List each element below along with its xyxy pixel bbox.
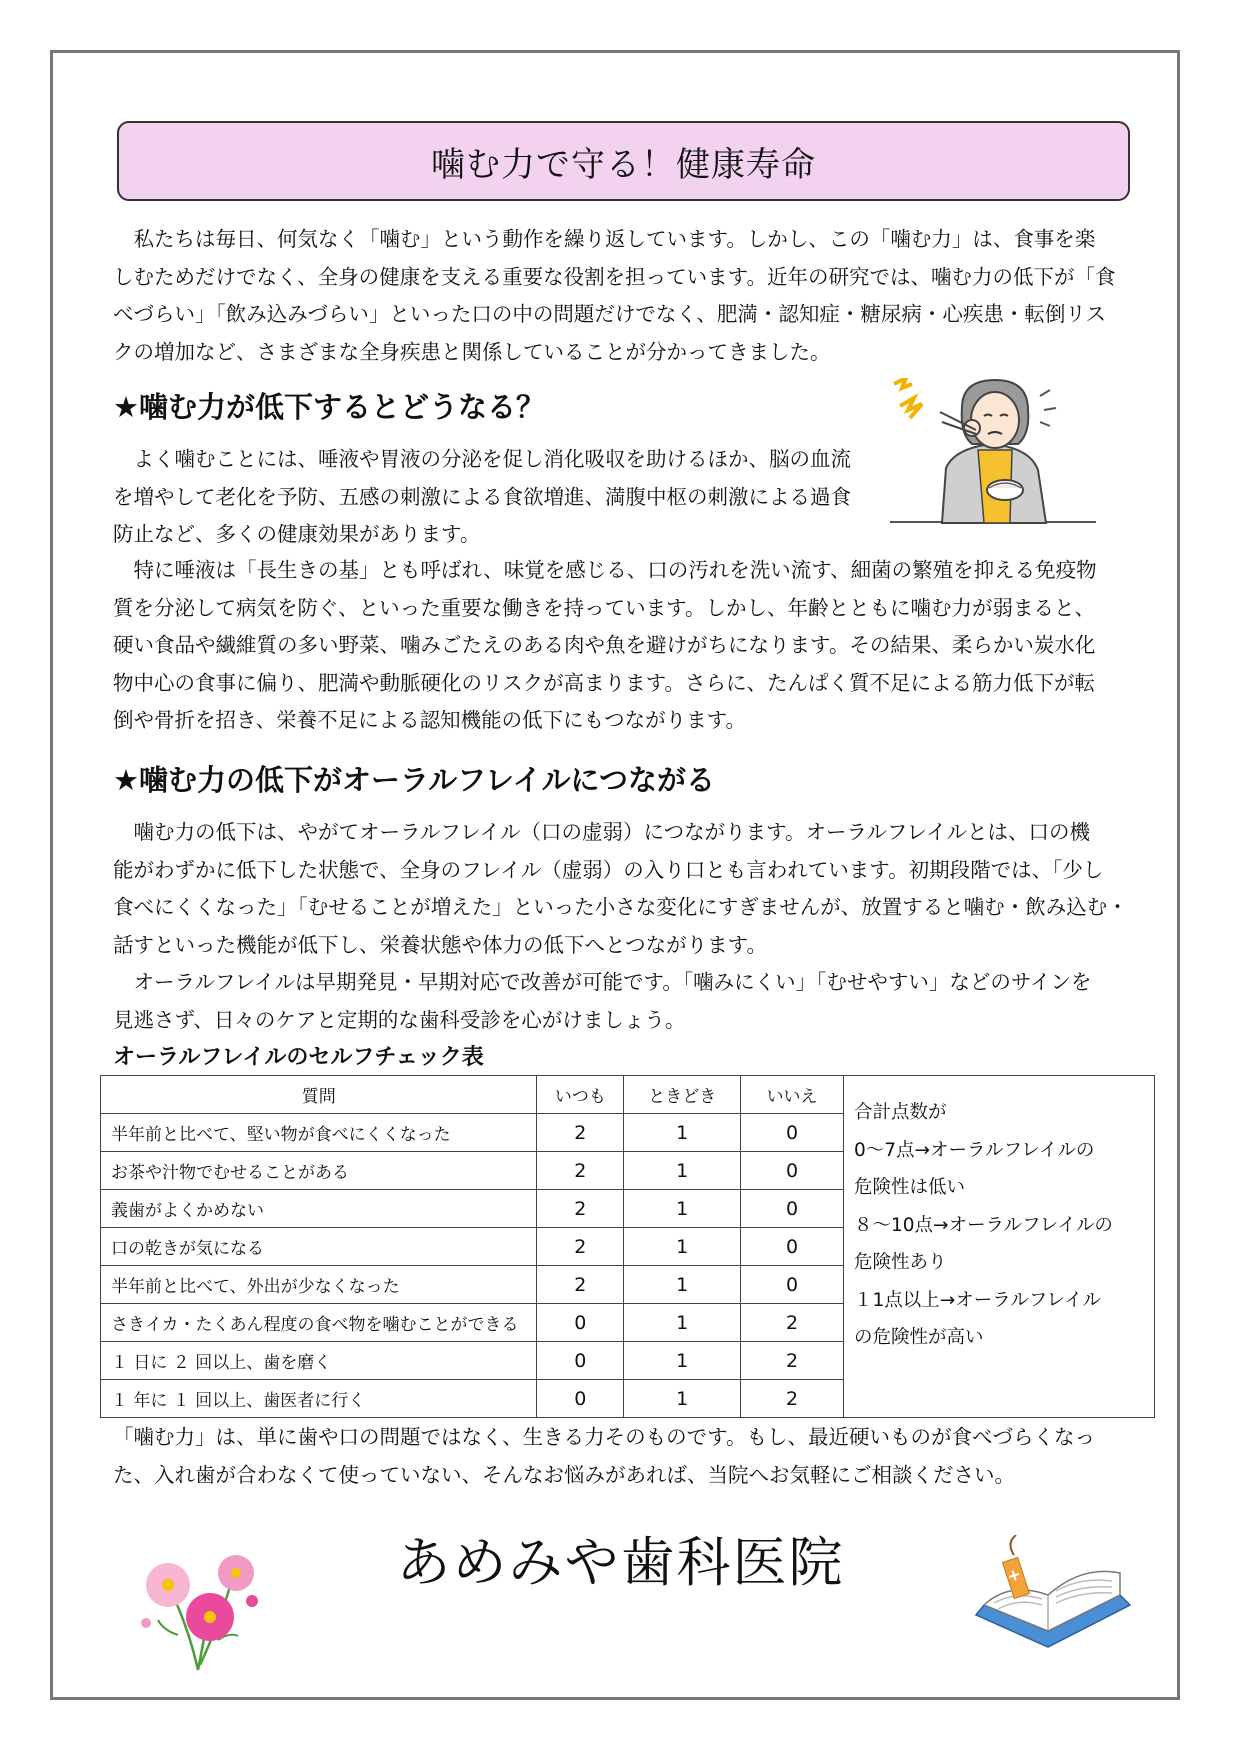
scoring-line: 危険性は低い xyxy=(854,1177,966,1198)
woman-eating-toothache-icon xyxy=(880,378,1102,528)
intro-line: 私たちは毎日、何気なく「噛む」という動作を繰り返しています。しかし、この「噛む力」は、食事を楽 xyxy=(113,227,1096,251)
section1-line: 硬い食品や繊維質の多い野菜、噛みごたえのある肉や魚を避けがちになります。その結果、柔らかい炭水化 xyxy=(113,633,1096,657)
section1-line: 質を分泌して病気を防ぐ、といった重要な働きを持っています。しかし、年齢とともに噛む力が弱まると、 xyxy=(113,595,1095,620)
header-no: いいえ xyxy=(741,1076,844,1114)
page-title: 噛む力で守る！健康寿命 xyxy=(431,144,816,185)
score-cell: 1 xyxy=(624,1266,741,1304)
score-cell: 0 xyxy=(741,1266,844,1304)
closing-line: 「噛む力」は、単に歯や口の問題ではなく、生きる力そのものです。もし、最近硬いものが食べづらくなっ xyxy=(113,1425,1095,1449)
score-cell: 0 xyxy=(741,1152,844,1190)
score-cell: 0 xyxy=(741,1114,844,1152)
intro-paragraph xyxy=(113,221,1143,371)
question-cell: １ 日に ２ 回以上、歯を磨く xyxy=(101,1342,537,1380)
scoring-line: 合計点数が xyxy=(854,1102,947,1123)
question-cell: １ 年に １ 回以上、歯医者に行く xyxy=(101,1380,537,1418)
section1-paragraph-b xyxy=(113,552,1143,740)
section1-line: よく噛むことには、唾液や胃液の分泌を促し消化吸収を助けるほか、脳の血流 xyxy=(113,447,851,471)
scoring-line: １1点以上→オーラルフレイル xyxy=(854,1289,1102,1311)
cosmos-flowers-icon xyxy=(128,1545,268,1675)
section2-line: 話すといった機能が低下し、栄養状態や体力の低下へとつながります。 xyxy=(113,932,767,957)
section2-heading: ★噛む力の低下がオーラルフレイルにつながる xyxy=(113,763,715,797)
question-cell: 口の乾きが気になる xyxy=(101,1228,537,1266)
score-cell: 2 xyxy=(741,1380,844,1418)
section2-line: 食べにくくなった」「むせることが増えた」といった小さな変化にすぎませんが、放置すると噛む・飲み込む・ xyxy=(113,895,1128,919)
score-cell: 2 xyxy=(741,1304,844,1342)
header-always: いつも xyxy=(537,1076,624,1114)
score-cell: 1 xyxy=(624,1190,741,1228)
score-cell: 2 xyxy=(537,1266,624,1304)
question-cell: 半年前と比べて、堅い物が食べにくくなった xyxy=(101,1114,537,1152)
score-cell: 1 xyxy=(624,1304,741,1342)
closing-line: た、入れ歯が合わなくて使っていない、そんなお悩みがあれば、当院へお気軽にご相談ください。 xyxy=(113,1462,1015,1487)
clinic-name: あめみや歯科医院 xyxy=(396,1531,845,1594)
score-cell: 0 xyxy=(537,1342,624,1380)
score-cell: 1 xyxy=(624,1114,741,1152)
checklist-title: オーラルフレイルのセルフチェック表 xyxy=(113,1045,484,1070)
section2-line: 見逃さず、日々のケアと定期的な歯科受診を心がけましょう。 xyxy=(113,1007,686,1032)
section2-paragraph xyxy=(113,814,1143,1039)
section1-heading: ★噛む力が低下するとどうなる？ xyxy=(113,390,545,424)
table-header-row xyxy=(101,1076,1155,1114)
section1-line: 物中心の食事に偏り、肥満や動脈硬化のリスクが高まります。さらに、たんぱく質不足による筋力低下が転 xyxy=(113,670,1095,695)
scoring-guide xyxy=(844,1076,1155,1418)
score-cell: 1 xyxy=(624,1342,741,1380)
scoring-line: の危険性が高い xyxy=(854,1327,984,1348)
section1-line: 倒や骨折を招き、栄養不足による認知機能の低下にもつながります。 xyxy=(113,708,747,732)
intro-line: しむためだけでなく、全身の健康を支える重要な役割を担っています。近年の研究では、噛む力の低下が「食 xyxy=(113,264,1116,289)
section1-line: 防止など、多くの健康効果があります。 xyxy=(113,522,481,546)
question-cell: 半年前と比べて、外出が少なくなった xyxy=(101,1266,537,1304)
question-cell: さきイカ・たくあん程度の食べ物を噛むことができる xyxy=(101,1304,537,1342)
score-cell: 1 xyxy=(624,1228,741,1266)
score-cell: 2 xyxy=(537,1190,624,1228)
score-cell: 2 xyxy=(537,1152,624,1190)
score-cell: 0 xyxy=(741,1190,844,1228)
score-cell: 0 xyxy=(537,1304,624,1342)
section2-line: 能がわずかに低下した状態で、全身のフレイル（虚弱）の入り口とも言われています。初期段階では、「少し xyxy=(113,857,1104,882)
question-cell: 義歯がよくかめない xyxy=(101,1190,537,1228)
score-cell: 2 xyxy=(537,1228,624,1266)
question-cell: お茶や汁物でむせることがある xyxy=(101,1152,537,1190)
section2-line: 噛む力の低下は、やがてオーラルフレイル（口の虚弱）につながります。オーラルフレイルとは、口の機 xyxy=(113,820,1091,844)
score-cell: 1 xyxy=(624,1380,741,1418)
intro-line: クの増加など、さまざまな全身疾患と関係していることが分かってきました。 xyxy=(113,339,831,364)
score-cell: 1 xyxy=(624,1152,741,1190)
score-cell: 0 xyxy=(537,1380,624,1418)
score-cell: 0 xyxy=(741,1228,844,1266)
section1-paragraph-a xyxy=(113,441,873,554)
score-cell: 2 xyxy=(741,1342,844,1380)
scoring-line: 危険性あり xyxy=(854,1252,947,1273)
scoring-line: 0～7点→オーラルフレイルの xyxy=(854,1139,1095,1161)
title-banner xyxy=(117,121,1130,201)
scoring-line: ８～10点→オーラルフレイルの xyxy=(854,1214,1113,1236)
intro-line: べづらい」「飲み込みづらい」といった口の中の問題だけでなく、肥満・認知症・糖尿病・心疾患・転倒リス xyxy=(113,302,1107,326)
section1-line: を増やして老化を予防、五感の刺激による食欲増進、満腹中枢の刺激による過食 xyxy=(113,484,851,509)
score-cell: 2 xyxy=(537,1114,624,1152)
closing-paragraph xyxy=(113,1419,1143,1494)
section1-line: 特に唾液は「長生きの基」とも呼ばれ、味覚を感じる、口の汚れを洗い流す、細菌の繁殖を抑える免疫物 xyxy=(113,558,1097,582)
section2-line: オーラルフレイルは早期発見・早期対応で改善が可能です。「噛みにくい」「むせやすい」などのサインを xyxy=(113,970,1092,994)
open-book-icon xyxy=(970,1535,1140,1660)
self-check-table xyxy=(100,1075,1155,1418)
header-sometimes: ときどき xyxy=(624,1076,741,1114)
header-question: 質問 xyxy=(101,1076,537,1114)
